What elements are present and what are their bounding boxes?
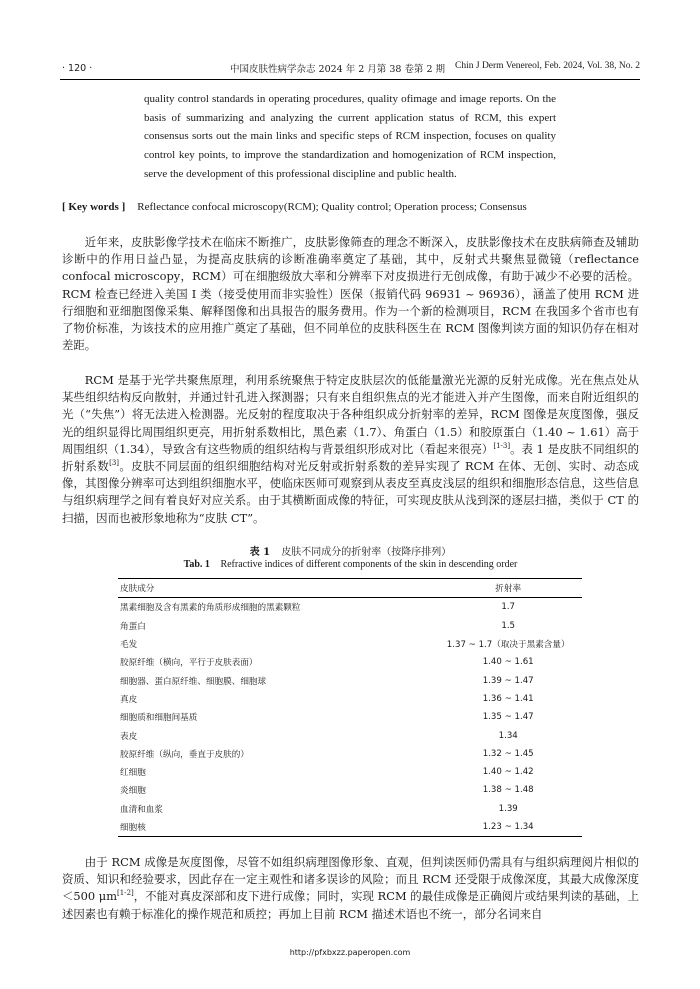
- limitations-paragraph: [62, 854, 639, 923]
- cell-component: 表皮: [120, 731, 138, 742]
- cell-component: 毛发: [120, 640, 138, 651]
- paragraph-2-part-a: RCM 是基于光学共聚焦原理，利用系统聚焦于特定皮肤层次的低能量激光光源的反射光成像。光在焦点处从某些组织结构反向散射，并通过针孔进入探测器；只有来自组织焦点的光才能进入并产生图像，而来自附近组织的光（“失焦”）将无法进入检测器。光反射的程度取决于各种组织成分折射率的差异，RCM 图像是灰度图像，强反光的组织显得比周围组织更亮，用折射系数相比，黑色素（1.7）、角蛋白（1.5）和胶原蛋白（1.40 ~ 1.61）高于周围组织（1.34），导致含有这些物质的组织结构与背景组织形成对比（看起来很亮）: [62, 373, 639, 456]
- table-row: [118, 653, 582, 671]
- journal-title-en: Chin J Derm Venereol, Feb. 2024, Vol. 38, No. 2: [455, 61, 640, 71]
- cell-component: 黑素细胞及含有黑素的角质形成细胞的黑素颗粒: [120, 603, 301, 614]
- cell-component: 炎细胞: [120, 786, 146, 797]
- header-rule: [60, 79, 640, 80]
- cell-component: 细胞质和细胞间基质: [120, 713, 198, 724]
- cell-index: 1.35 ~ 1.47: [482, 712, 534, 723]
- abstract-text: quality control standards in operating procedures, quality ofimage and image reports. On the basis of summarizing and analyzing the current application status of RCM, this expert consensus sorts out the main links and specific steps of RCM inspection, focuses on quality control key points, to improve the standardization and homogenization of RCM inspection, serve the development of this professional discipline and public health.: [144, 93, 556, 180]
- table-title-cn: 皮肤不同成分的折射率（按降序排列）: [281, 547, 452, 558]
- cell-index: 1.40 ~ 1.61: [482, 657, 534, 668]
- table-caption-en: [62, 559, 639, 570]
- column-header-index: 折射率: [495, 584, 522, 595]
- cell-index: 1.36 ~ 1.41: [482, 693, 534, 704]
- cell-component: 角蛋白: [120, 621, 146, 632]
- cell-index: 1.7: [501, 602, 516, 613]
- refractive-index-table: [118, 578, 582, 837]
- cell-component: 细胞器、蛋白原纤维、细胞膜、细胞球: [120, 676, 267, 687]
- paragraph-3-part-b: ，不能对真皮深部和皮下进行成像；同时，实现 RCM 的最佳成像是正确阅片或结果判读的基础，上述因素也有赖于标准化的操作规范和质控；再加上目前 RCM 描述术语也不统一，部分名词来自: [62, 889, 639, 921]
- table-row: [118, 818, 582, 837]
- keywords-text: Reflectance confocal microscopy(RCM); Quality control; Operation process; Consensus: [137, 201, 527, 213]
- table-row: [118, 781, 582, 799]
- table-row: [118, 635, 582, 653]
- citation-1-2[interactable]: [1-2]: [117, 889, 134, 898]
- page-number: · 120 ·: [62, 62, 93, 74]
- cell-component: 胶原纤维（纵向，垂直于皮肤的）: [120, 749, 249, 760]
- table-label-en: Tab. 1: [183, 559, 210, 570]
- cell-index: 1.23 ~ 1.34: [482, 822, 534, 832]
- keywords-line: [62, 201, 642, 213]
- cell-component: 真皮: [120, 694, 138, 705]
- paragraph-2-part-b: 。表 1 是皮肤不同组织的折射系数: [62, 441, 639, 474]
- table-row: [118, 745, 582, 763]
- table-row: [118, 763, 582, 781]
- table-row: [118, 617, 582, 635]
- cell-index: 1.5: [501, 620, 516, 631]
- journal-title-cn: 中国皮肤性病学杂志 2024 年 2 月第 38 卷第 2 期: [230, 64, 446, 75]
- cell-index: 1.37 ~ 1.7（取决于黑素含量）: [446, 640, 570, 651]
- citation-1-3[interactable]: [1-3]: [493, 442, 511, 451]
- table-row: [118, 598, 582, 617]
- column-header-component: 皮肤成分: [120, 584, 155, 595]
- table-row: [118, 800, 582, 818]
- cell-component: 胶原纤维（横向，平行于皮肤表面）: [120, 658, 258, 669]
- table-row: [118, 671, 582, 689]
- footer-url[interactable]: http://pfxbxzz.paperopen.com: [289, 948, 411, 957]
- table-row: [118, 690, 582, 708]
- cell-index: 1.39: [498, 803, 518, 814]
- paragraph-3-part-a: 由于 RCM 成像是灰度图像，尽管不如组织病理图像形象、直观，但判读医师仍需具有与组织病理阅片相似的资质、知识和经验要求，因此存在一定主观性和诸多误诊的风险；而且 RCM 还受限于成像深度，其最大成像深度 ＜500 μm: [62, 855, 639, 904]
- cell-component: 红细胞: [120, 768, 146, 779]
- paragraph-2-part-c: 。皮肤不同层面的组织细胞结构对光反射或折射系数的差异实现了 RCM 在体、无创、实时、动态成像，其图像分辨率可达到组织细胞水平，使临床医师可观察到从表皮至真皮浅层的组织和细胞形态信息，这些信息与组织病理学之间有着良好对应关系。由于其横断面成像的特征，可实现皮肤从浅到深的逐层扫描，类似于 CT 的扫描，因而也被形象地称为“皮肤 CT”。: [62, 459, 639, 525]
- cell-index: 1.32 ~ 1.45: [482, 748, 534, 759]
- cell-index: 1.39 ~ 1.47: [482, 675, 534, 686]
- cell-index: 1.40 ~ 1.42: [482, 767, 534, 778]
- table-caption-cn: [62, 543, 639, 558]
- table-row: [118, 726, 582, 744]
- paragraph-3: [62, 854, 639, 923]
- paragraph-1: 近年来，皮肤影像学技术在临床不断推广，皮肤影像筛查的理念不断深入，皮肤影像技术在皮肤病筛查及辅助诊断中的作用日益凸显，为提高皮肤病的诊断准确率奠定了基础，其中，反射式共聚焦显微镜（reflectance confocal microscopy，RCM）可在细胞级放大率和分辨率下对皮损进行无创成像，有助于减少不必要的活检。RCM 检查已经进入美国 I 类（接受使用而非实验性）医保（报销代码 96931 ~ 96936），涵盖了使用 RCM 进行细胞和亚细胞图像采集、解释图像和出具报告的服务费用。作为一个新的检测项目，RCM 在我国多个省市也有了物价标准，为该技术的应用推广奠定了基础，但不同单位的皮肤科医生在 RCM 图像判读方面的知识仍存在相对差距。: [62, 235, 639, 353]
- running-header: [62, 60, 640, 76]
- cell-component: 血清和血浆: [120, 804, 163, 815]
- table-row: [118, 708, 582, 726]
- introduction-paragraph: [62, 234, 639, 354]
- citation-3[interactable]: [3]: [109, 459, 120, 468]
- cell-component: 细胞核: [120, 823, 146, 833]
- cell-index: 1.38 ~ 1.48: [482, 785, 534, 796]
- table-title-en: Refractive indices of different components of the skin in descending order: [220, 559, 518, 570]
- cell-index: 1.34: [498, 730, 518, 741]
- keywords-label: [ Key words ]: [62, 201, 126, 213]
- paragraph-2: [62, 372, 639, 527]
- table-label-cn: 表 1: [249, 547, 271, 558]
- table-header-row: [118, 579, 582, 598]
- principle-paragraph: [62, 372, 639, 527]
